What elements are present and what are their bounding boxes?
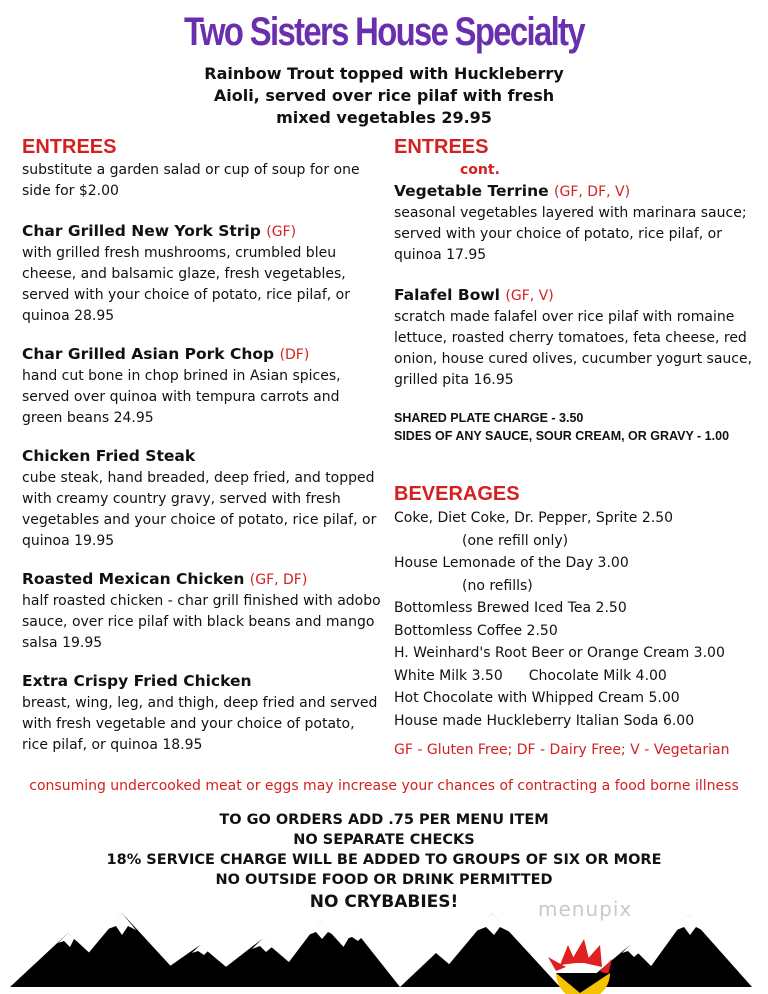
item-description: half roasted chicken - char grill finished with adobo sauce, over rice pilaf with black beans and mango salsa 19.95	[22, 593, 381, 651]
beverage-item: Chocolate Milk 4.00	[528, 667, 667, 684]
item-name: Char Grilled New York Strip	[22, 222, 261, 240]
beverage-row	[394, 665, 764, 688]
item-description: seasonal vegetables layered with marinara sauce; served with your choice of potato, rice pilaf, or quinoa 17.95	[394, 205, 747, 263]
item-name: Roasted Mexican Chicken	[22, 570, 245, 588]
substitution-note: substitute a garden salad or cup of soup for one side for $2.00	[22, 162, 360, 199]
policy-line: TO GO ORDERS ADD .75 PER MENU ITEM	[219, 812, 549, 828]
item-description: breast, wing, leg, and thigh, deep fried and served with fresh vegetable and your choice of potato, rice pilaf, or quinoa 18.95	[22, 695, 378, 753]
house-specialty	[0, 63, 768, 129]
item-description: hand cut bone in chop brined in Asian spices, served over quinoa with tempura carrots and green beans 24.95	[22, 368, 341, 426]
page-title: Two Sisters House Specialty	[184, 10, 584, 54]
menu-item	[22, 343, 382, 429]
beverage-item: H. Weinhard's Root Beer or Orange Cream 3.00	[394, 645, 725, 661]
diet-tag: (GF, DF)	[249, 572, 308, 588]
item-name: Falafel Bowl	[394, 286, 500, 304]
diet-tag: (GF)	[266, 224, 297, 240]
mountain-range-icon	[0, 905, 768, 994]
item-name: Chicken Fried Steak	[22, 447, 196, 465]
beverage-item: Hot Chocolate with Whipped Cream 5.00	[394, 690, 680, 706]
policy-line: 18% SERVICE CHARGE WILL BE ADDED TO GROUPS OF SIX OR MORE	[106, 852, 662, 868]
left-column	[22, 134, 382, 756]
watermark: menupix	[538, 897, 633, 921]
diet-tag: (GF, DF, V)	[554, 184, 631, 200]
policy-line: NO SEPARATE CHECKS	[293, 832, 475, 848]
menu-item	[22, 445, 382, 552]
item-name: Vegetable Terrine	[394, 182, 549, 200]
house-policies	[0, 810, 768, 914]
beverage-note: (one refill only)	[462, 532, 569, 549]
menu-item	[22, 220, 382, 327]
beverage-item: White Milk 3.50	[394, 667, 503, 684]
menu-item	[22, 568, 382, 654]
menu-item	[394, 284, 764, 391]
right-column	[394, 134, 764, 760]
item-description: with grilled fresh mushrooms, crumbled bleu cheese, and balsamic glaze, fresh vegetables, served with your choice of potato, rice pilaf, or quinoa 28.95	[22, 245, 350, 324]
beverage-item: Bottomless Brewed Iced Tea 2.50	[394, 600, 627, 616]
diet-legend: GF - Gluten Free; DF - Dairy Free; V - Vegetarian	[394, 742, 730, 758]
specialty-line: Aioli, served over rice pilaf with fresh	[213, 86, 555, 105]
beverage-item: Coke, Diet Coke, Dr. Pepper, Sprite 2.50	[394, 510, 674, 526]
policy-line: NO CRYBABIES!	[309, 892, 459, 912]
item-description: scratch made falafel over rice pilaf with romaine lettuce, roasted cherry tomatoes, feta cheese, red onion, house cured olives, cucumber yogurt sauce, grilled pita 16.95	[394, 309, 753, 388]
item-name: Char Grilled Asian Pork Chop	[22, 345, 275, 363]
specialty-line: mixed vegetables 29.95	[276, 108, 492, 127]
menu-item	[394, 180, 764, 266]
menu-item	[22, 670, 382, 756]
diet-tag: (GF, V)	[505, 288, 554, 304]
item-name: Extra Crispy Fried Chicken	[22, 672, 252, 690]
entrees-heading: ENTREES	[22, 136, 117, 158]
beverage-note: (no refills)	[462, 577, 533, 594]
beverage-item: House Lemonade of the Day 3.00	[394, 555, 629, 571]
charge-line: SHARED PLATE CHARGE - 3.50	[394, 411, 584, 425]
beverages-heading: BEVERAGES	[394, 483, 520, 505]
charge-line: SIDES OF ANY SAUCE, SOUR CREAM, OR GRAVY - 1.00	[394, 429, 730, 443]
item-description: cube steak, hand breaded, deep fried, and topped with creamy country gravy, served with fresh vegetables and your choice of potato, rice pilaf, or quinoa 19.95	[22, 470, 377, 549]
beverage-item: Bottomless Coffee 2.50	[394, 622, 558, 639]
entrees-heading: ENTREES	[394, 136, 489, 158]
diet-tag: (DF)	[279, 347, 310, 363]
extra-charges	[394, 409, 764, 445]
beverage-list	[394, 507, 764, 732]
continued-label: cont.	[460, 162, 500, 178]
specialty-line: Rainbow Trout topped with Huckleberry	[204, 64, 564, 83]
beverage-item: House made Huckleberry Italian Soda 6.00	[394, 712, 695, 729]
food-safety-warning: consuming undercooked meat or eggs may increase your chances of contracting a food borne illness	[29, 778, 739, 794]
policy-line: NO OUTSIDE FOOD OR DRINK PERMITTED	[215, 872, 553, 888]
